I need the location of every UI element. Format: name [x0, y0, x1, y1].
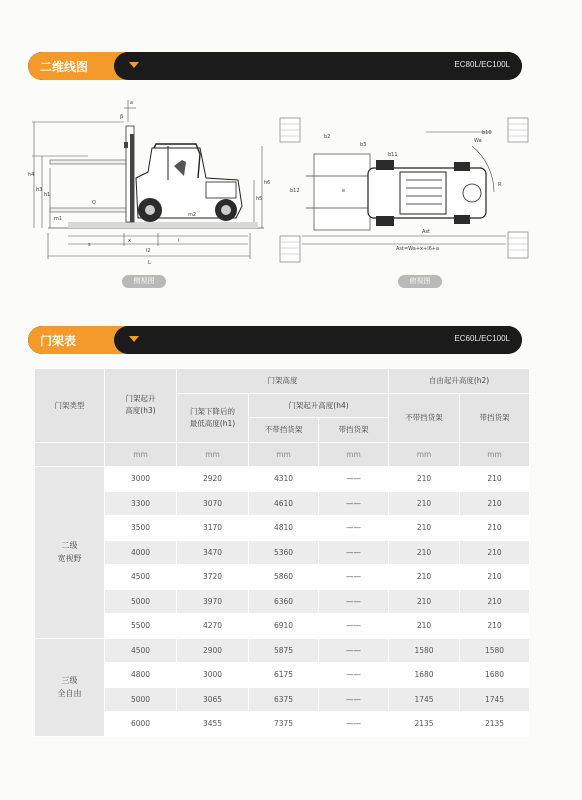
- table-cell: ——: [319, 467, 389, 492]
- unit-cell: mm: [389, 442, 460, 467]
- side-view-label: 侧视图: [122, 275, 166, 288]
- mast-type-cell: 二级 宽视野: [35, 467, 105, 639]
- table-row: [35, 467, 530, 492]
- table-cell: 5500: [105, 614, 177, 639]
- table-cell: ——: [319, 589, 389, 614]
- table-cell: 210: [389, 491, 460, 516]
- unit-cell: mm: [319, 442, 389, 467]
- svg-text:b3: b3: [360, 142, 367, 148]
- table-cell: 210: [460, 516, 530, 541]
- table-cell: 3070: [177, 491, 249, 516]
- svg-text:x: x: [128, 238, 131, 244]
- table-cell: 5860: [249, 565, 319, 590]
- table-row: [35, 712, 530, 737]
- svg-text:L: L: [148, 260, 151, 266]
- table-cell: 1580: [460, 638, 530, 663]
- table-cell: 3720: [177, 565, 249, 590]
- table-cell: 210: [389, 565, 460, 590]
- table-row: [35, 540, 530, 565]
- svg-text:Ast=Wa+x+l6+a: Ast=Wa+x+l6+a: [396, 246, 440, 252]
- table-cell: 2135: [389, 712, 460, 737]
- table-cell: 1680: [389, 663, 460, 688]
- svg-text:h6: h6: [264, 180, 271, 186]
- svg-text:b11: b11: [388, 152, 398, 158]
- table-cell: ——: [319, 687, 389, 712]
- table-cell: 210: [460, 589, 530, 614]
- table-cell: 210: [460, 491, 530, 516]
- table-cell: 6910: [249, 614, 319, 639]
- header-h4-no-backrest: 不带挡货架: [249, 418, 319, 443]
- chevron-down-icon: [129, 62, 139, 68]
- header-mast-height: 门架高度: [177, 369, 389, 394]
- table-cell: 210: [389, 467, 460, 492]
- table-cell: ——: [319, 491, 389, 516]
- table-row: [35, 687, 530, 712]
- table-row: [35, 589, 530, 614]
- unit-cell: [35, 442, 105, 467]
- unit-cell: mm: [249, 442, 319, 467]
- svg-text:β: β: [120, 114, 124, 120]
- table-cell: 1580: [389, 638, 460, 663]
- table-cell: 3300: [105, 491, 177, 516]
- unit-cell: mm: [105, 442, 177, 467]
- chevron-down-icon: [129, 336, 139, 342]
- table-cell: 3500: [105, 516, 177, 541]
- table-cell: 3065: [177, 687, 249, 712]
- table-cell: 6175: [249, 663, 319, 688]
- svg-text:m1: m1: [54, 216, 63, 222]
- table-cell: 2900: [177, 638, 249, 663]
- svg-text:b12: b12: [290, 188, 300, 194]
- table-cell: 210: [389, 589, 460, 614]
- header-h4-with-backrest: 带挡货架: [319, 418, 389, 443]
- table-cell: 5360: [249, 540, 319, 565]
- table-cell: ——: [319, 565, 389, 590]
- mast-table: [34, 368, 530, 737]
- svg-text:Wa: Wa: [474, 138, 482, 144]
- table-cell: 1745: [389, 687, 460, 712]
- table-cell: 4500: [105, 638, 177, 663]
- table-cell: 210: [460, 565, 530, 590]
- table-cell: 210: [389, 540, 460, 565]
- table-cell: 2920: [177, 467, 249, 492]
- svg-text:Ast: Ast: [422, 229, 430, 235]
- svg-text:l2: l2: [146, 248, 151, 254]
- top-view-label: 俯视图: [398, 275, 442, 288]
- section-header-2d-drawing: [28, 52, 522, 80]
- table-cell: 210: [389, 516, 460, 541]
- units-row: [35, 442, 530, 467]
- section-header-mast-table: [28, 326, 522, 354]
- table-cell: 4810: [249, 516, 319, 541]
- header-h3: 门架起升 高度(h3): [105, 369, 177, 443]
- table-cell: ——: [319, 516, 389, 541]
- svg-text:h1: h1: [44, 192, 51, 198]
- header-free-with-backrest: 带挡货架: [460, 393, 530, 442]
- table-cell: 210: [389, 614, 460, 639]
- table-cell: 4270: [177, 614, 249, 639]
- table-cell: 1745: [460, 687, 530, 712]
- header-type: 门架类型: [35, 369, 105, 443]
- table-cell: ——: [319, 614, 389, 639]
- svg-text:a: a: [144, 198, 148, 204]
- side-view-drawing: [28, 96, 272, 272]
- header-free-lift: 自由起升高度(h2): [389, 369, 530, 394]
- header-free-no-backrest: 不带挡货架: [389, 393, 460, 442]
- table-cell: 4800: [105, 663, 177, 688]
- table-cell: 6375: [249, 687, 319, 712]
- table-cell: 210: [460, 614, 530, 639]
- svg-text:l: l: [178, 238, 180, 244]
- table-cell: 3000: [177, 663, 249, 688]
- svg-text:e: e: [342, 188, 346, 194]
- table-row: [35, 663, 530, 688]
- table-cell: 2135: [460, 712, 530, 737]
- table-cell: 5000: [105, 589, 177, 614]
- table-row: [35, 565, 530, 590]
- svg-text:R: R: [498, 182, 502, 188]
- table-cell: ——: [319, 540, 389, 565]
- table-cell: 7375: [249, 712, 319, 737]
- table-cell: ——: [319, 663, 389, 688]
- unit-cell: mm: [177, 442, 249, 467]
- table-row: [35, 614, 530, 639]
- svg-text:m2: m2: [188, 212, 197, 218]
- svg-text:b10: b10: [482, 130, 492, 136]
- table-cell: 4500: [105, 565, 177, 590]
- table-cell: 210: [460, 540, 530, 565]
- table-cell: 3455: [177, 712, 249, 737]
- table-cell: 3970: [177, 589, 249, 614]
- table-row: [35, 516, 530, 541]
- table-cell: 5000: [105, 687, 177, 712]
- mast-table-body: [35, 467, 530, 737]
- svg-text:s: s: [88, 242, 91, 248]
- svg-text:h3: h3: [36, 187, 43, 193]
- svg-text:b2: b2: [324, 134, 331, 140]
- table-cell: 3470: [177, 540, 249, 565]
- svg-text:h5: h5: [256, 196, 263, 202]
- table-cell: ——: [319, 712, 389, 737]
- table-cell: 5875: [249, 638, 319, 663]
- table-cell: 1680: [460, 663, 530, 688]
- table-cell: 6000: [105, 712, 177, 737]
- header-h1: 门架下降后的 最低高度(h1): [177, 393, 249, 442]
- table-cell: 6360: [249, 589, 319, 614]
- table-cell: 3170: [177, 516, 249, 541]
- table-cell: 210: [460, 467, 530, 492]
- top-view-drawing: [276, 112, 534, 272]
- table-cell: 4310: [249, 467, 319, 492]
- table-cell: 3000: [105, 467, 177, 492]
- table-cell: ——: [319, 638, 389, 663]
- section-title: 二维线图: [40, 60, 89, 74]
- unit-cell: mm: [460, 442, 530, 467]
- svg-text:h4: h4: [28, 172, 35, 178]
- table-cell: 4000: [105, 540, 177, 565]
- table-row: [35, 491, 530, 516]
- table-cell: 4610: [249, 491, 319, 516]
- svg-text:a: a: [130, 100, 134, 106]
- section-model: EC60L/EC100L: [454, 334, 510, 343]
- mast-type-cell: 三级 全自由: [35, 638, 105, 736]
- section-model: EC80L/EC100L: [454, 60, 510, 69]
- section-title: 门架表: [40, 334, 77, 348]
- table-row: [35, 638, 530, 663]
- header-h4: 门架起升高度(h4): [249, 393, 389, 418]
- svg-text:Q: Q: [92, 200, 96, 206]
